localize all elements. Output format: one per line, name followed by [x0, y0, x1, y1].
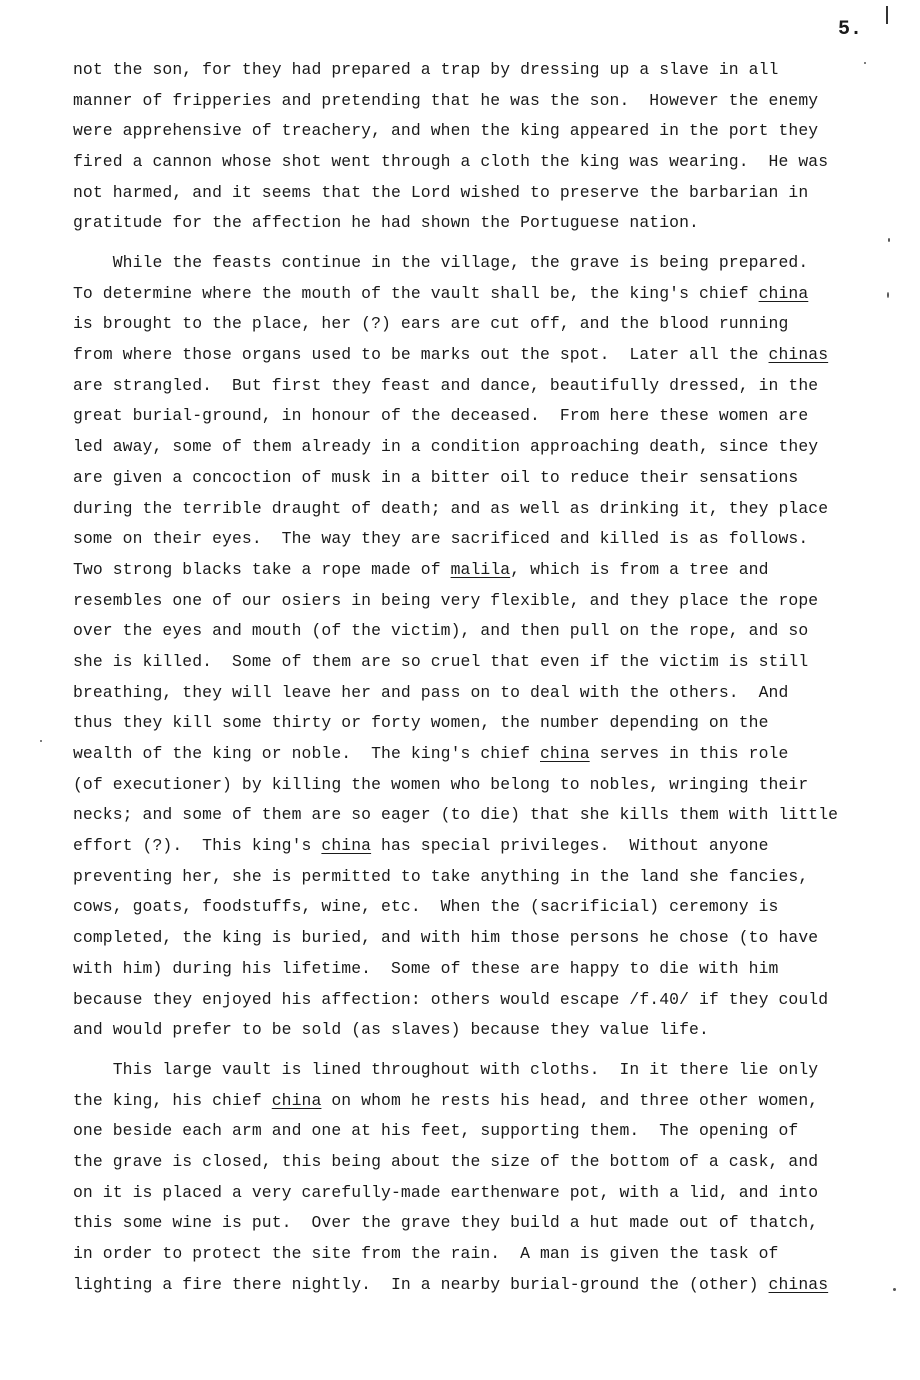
text-line — [73, 309, 873, 340]
text-segment: fired a cannon whose shot went through a cloth the king was wearing. He was — [73, 152, 829, 172]
text-segment: over the eyes and mouth (of the victim), and then pull on the rope, and so — [73, 621, 809, 641]
text-segment: on it is placed a very carefully-made earthenware pot, with a lid, and into — [73, 1182, 819, 1202]
paragraph — [73, 55, 873, 239]
text-line — [73, 770, 873, 801]
underlined-term: china — [540, 744, 590, 763]
underlined-term: china — [271, 1090, 322, 1110]
text-line — [73, 892, 873, 923]
text-segment: during the terrible draught of death; and as well as drinking it, they place — [73, 498, 829, 518]
text-segment: preventing her, she is permitted to take anything in the land she fancies, — [73, 866, 809, 886]
text-line — [73, 494, 873, 525]
text-line — [73, 923, 873, 954]
text-segment: serves in this role — [589, 744, 789, 763]
text-line — [73, 524, 873, 555]
text-segment: this some wine is put. Over the grave they build a hut made out of thatch, — [73, 1213, 819, 1233]
underlined-term: china — [758, 283, 809, 303]
text-segment: the grave is closed, this being about the size of the bottom of a cask, and — [73, 1152, 819, 1172]
text-line — [73, 147, 873, 178]
text-segment: from where those organs used to be marks out the spot. Later all the — [73, 345, 769, 365]
scan-speck — [40, 740, 42, 742]
text-segment: the king, his chief — [73, 1090, 272, 1110]
text-segment: manner of fripperies and pretending that he was the son. However the enemy — [73, 90, 819, 110]
text-segment: with him) during his lifetime. Some of these are happy to die with him — [73, 958, 779, 978]
text-segment: in order to protect the site from the rain. A man is given the task of — [73, 1244, 779, 1264]
text-segment: one beside each arm and one at his feet, supporting them. The opening of — [73, 1121, 799, 1141]
text-segment: To determine where the mouth of the vault shall be, the king's chief — [73, 283, 759, 303]
scan-speck — [864, 62, 866, 64]
text-segment: not harmed, and it seems that the Lord wished to preserve the barbarian in — [73, 182, 809, 202]
text-line — [73, 208, 873, 239]
text-line — [73, 432, 873, 463]
text-line — [73, 1178, 873, 1209]
text-segment: is brought to the place, her (?) ears are cut off, and the blood running — [73, 314, 789, 334]
text-line — [73, 985, 873, 1016]
text-segment: some on their eyes. The way they are sacrificed and killed is as follows. — [73, 529, 809, 549]
text-segment: she is killed. Some of them are so cruel that even if the victim is still — [73, 651, 809, 671]
text-line — [73, 739, 873, 770]
paragraph — [73, 248, 873, 1046]
text-line — [73, 371, 873, 402]
text-segment: breathing, they will leave her and pass on to deal with the others. And — [73, 682, 789, 702]
text-line — [73, 279, 873, 310]
text-segment: because they enjoyed his affection: others would escape /f.40/ if they could — [73, 989, 829, 1009]
scan-edge-mark — [886, 6, 888, 24]
text-line — [73, 862, 873, 893]
text-segment: on whom he rests his head, and three other women, — [321, 1090, 819, 1110]
text-segment: wealth of the king or noble. The king's chief — [73, 744, 540, 763]
text-line — [73, 248, 873, 279]
text-segment: This large vault is lined throughout with cloths. In it there lie only — [73, 1060, 819, 1079]
text-line — [73, 708, 873, 739]
text-line — [73, 586, 873, 617]
text-segment: are given a concoction of musk in a bitter oil to reduce their sensations — [73, 467, 799, 487]
text-line — [73, 86, 873, 117]
text-line — [73, 1116, 873, 1147]
text-line — [73, 1239, 873, 1270]
text-line — [73, 800, 873, 831]
text-line — [73, 954, 873, 985]
text-segment: necks; and some of them are so eager (to die) that she kills them with little — [73, 805, 839, 825]
underlined-term: chinas — [768, 345, 829, 365]
text-line — [73, 55, 873, 86]
paragraph — [73, 1055, 873, 1301]
text-segment: were apprehensive of treachery, and when the king appeared in the port they — [73, 121, 819, 141]
text-line — [73, 678, 873, 709]
text-segment: Two strong blacks take a rope made of — [73, 559, 451, 579]
text-segment: (of executioner) by killing the women who belong to nobles, wringing their — [73, 774, 809, 794]
text-segment: thus they kill some thirty or forty women, the number depending on the — [73, 713, 769, 733]
text-line — [73, 1086, 873, 1117]
text-line — [73, 116, 873, 147]
text-line — [73, 555, 873, 586]
text-segment: great burial-ground, in honour of the deceased. From here these women are — [73, 406, 809, 426]
text-segment: completed, the king is buried, and with him those persons he chose (to have — [73, 928, 819, 948]
text-segment: are strangled. But first they feast and dance, beautifully dressed, in the — [73, 375, 819, 395]
text-line — [73, 831, 873, 862]
text-line — [73, 340, 873, 371]
text-line — [73, 1147, 873, 1178]
text-segment: resembles one of our osiers in being very flexible, and they place the rope — [73, 590, 819, 610]
text-segment: While the feasts continue in the village, the grave is being prepared. — [73, 253, 809, 272]
text-line — [73, 616, 873, 647]
text-line — [73, 1055, 873, 1086]
text-segment: lighting a fire there nightly. In a nearby burial-ground the (other) — [73, 1274, 769, 1294]
text-segment: , which is from a tree and — [510, 559, 769, 579]
scan-speck — [893, 1288, 896, 1291]
text-segment: gratitude for the affection he had shown the Portuguese nation. — [73, 213, 699, 233]
scan-speck — [887, 292, 889, 298]
underlined-term: china — [321, 836, 372, 856]
text-segment: cows, goats, foodstuffs, wine, etc. When the (sacrificial) ceremony is — [73, 897, 779, 917]
underlined-term: chinas — [768, 1274, 829, 1294]
text-segment: has special privileges. Without anyone — [371, 836, 769, 856]
text-segment: not the son, for they had prepared a trap by dressing up a slave in all — [73, 60, 779, 79]
text-line — [73, 401, 873, 432]
page-number: 5. — [838, 18, 863, 41]
scan-speck — [888, 238, 890, 242]
text-segment: and would prefer to be sold (as slaves) because they value life. — [73, 1020, 709, 1040]
text-line — [73, 1015, 873, 1046]
text-line — [73, 647, 873, 678]
text-line — [73, 1270, 873, 1301]
text-line — [73, 463, 873, 494]
text-line — [73, 178, 873, 209]
text-line — [73, 1208, 873, 1239]
text-segment: effort (?). This king's — [73, 836, 322, 856]
underlined-term: malila — [450, 559, 511, 579]
text-segment: led away, some of them already in a condition approaching death, since they — [73, 437, 819, 457]
